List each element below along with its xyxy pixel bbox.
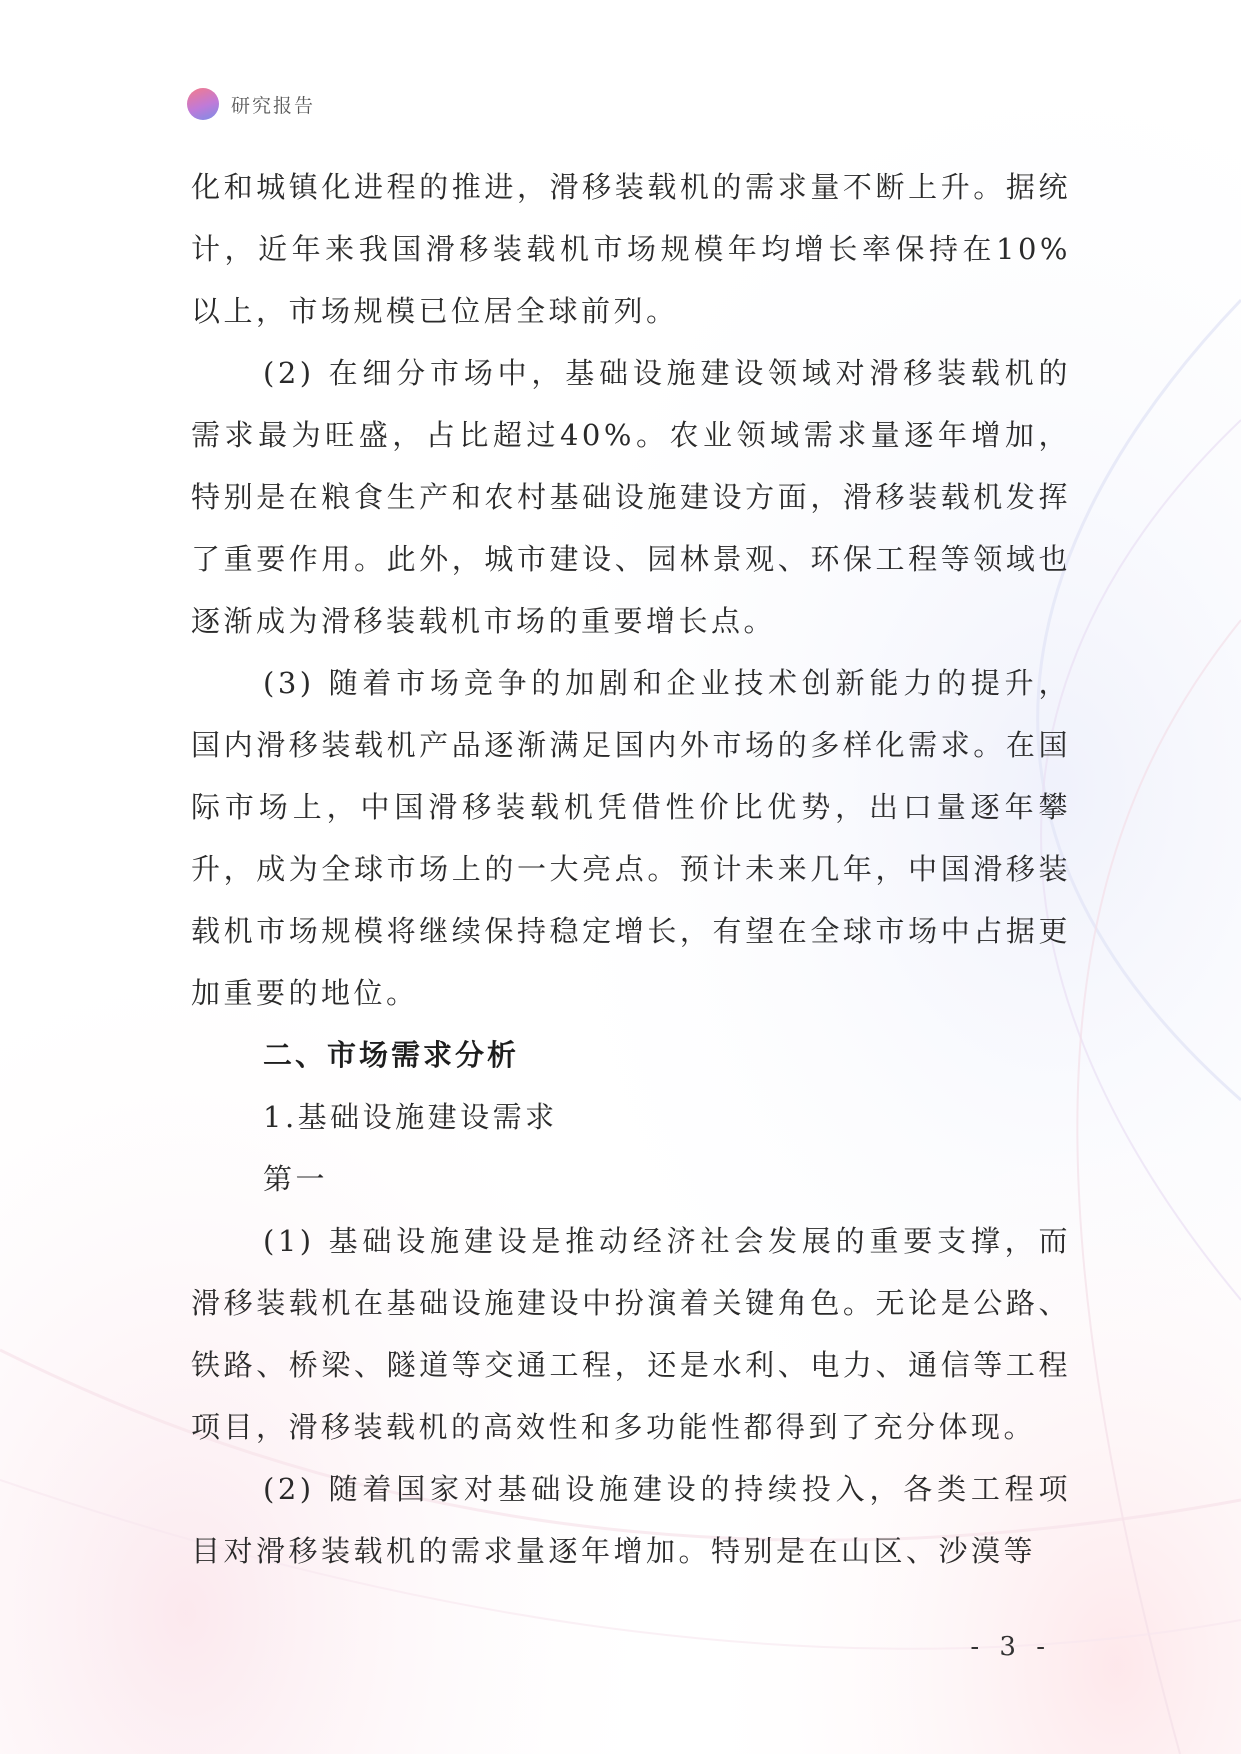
- paragraph-4: (1) 基础设施建设是推动经济社会发展的重要支撑，而滑移装载机在基础设施建设中扮演着关键角色。无论是公路、铁路、桥梁、隧道等交通工程，还是水利、电力、通信等工程项目，滑移装载机的高效性和多功能性都得到了充分体现。: [191, 1224, 1071, 1444]
- subsection-heading: 1.基础设施建设需求: [263, 1100, 558, 1134]
- paragraph-3: (3) 随着市场竞争的加剧和企业技术创新能力的提升，国内滑移装载机产品逐渐满足国内外市场的多样化需求。在国际市场上，中国滑移装载机凭借性价比优势，出口量逐年攀升，成为全球市场上的一大亮点。预计未来几年，中国滑移装载机市场规模将继续保持稳定增长，有望在全球市场中占据更加重要的地位。: [191, 666, 1071, 1010]
- paragraph-2: (2) 在细分市场中，基础设施建设领域对滑移装载机的需求最为旺盛，占比超过40%。农业领域需求量逐年增加，特别是在粮食生产和农村基础设施建设方面，滑移装载机发挥了重要作用。此外，城市建设、园林景观、环保工程等领域也逐渐成为滑移装载机市场的重要增长点。: [191, 356, 1071, 638]
- report-header: [187, 88, 315, 120]
- gradient-circle-logo-icon: [187, 88, 219, 120]
- section-heading: 二、市场需求分析: [263, 1038, 520, 1072]
- report-header-label: 研究报告: [231, 94, 316, 117]
- first-label: 第一: [263, 1162, 329, 1196]
- paragraph-1: 化和城镇化进程的推进，滑移装载机的需求量不断上升。据统计，近年来我国滑移装载机市场规模年均增长率保持在10%以上，市场规模已位居全球前列。: [191, 170, 1071, 328]
- paragraph-5: (2) 随着国家对基础设施建设的持续投入，各类工程项目对滑移装载机的需求量逐年增加。特别是在山区、沙漠等: [191, 1472, 1071, 1568]
- page-number: - 3 -: [970, 1632, 1051, 1662]
- document-body: [191, 156, 1071, 1582]
